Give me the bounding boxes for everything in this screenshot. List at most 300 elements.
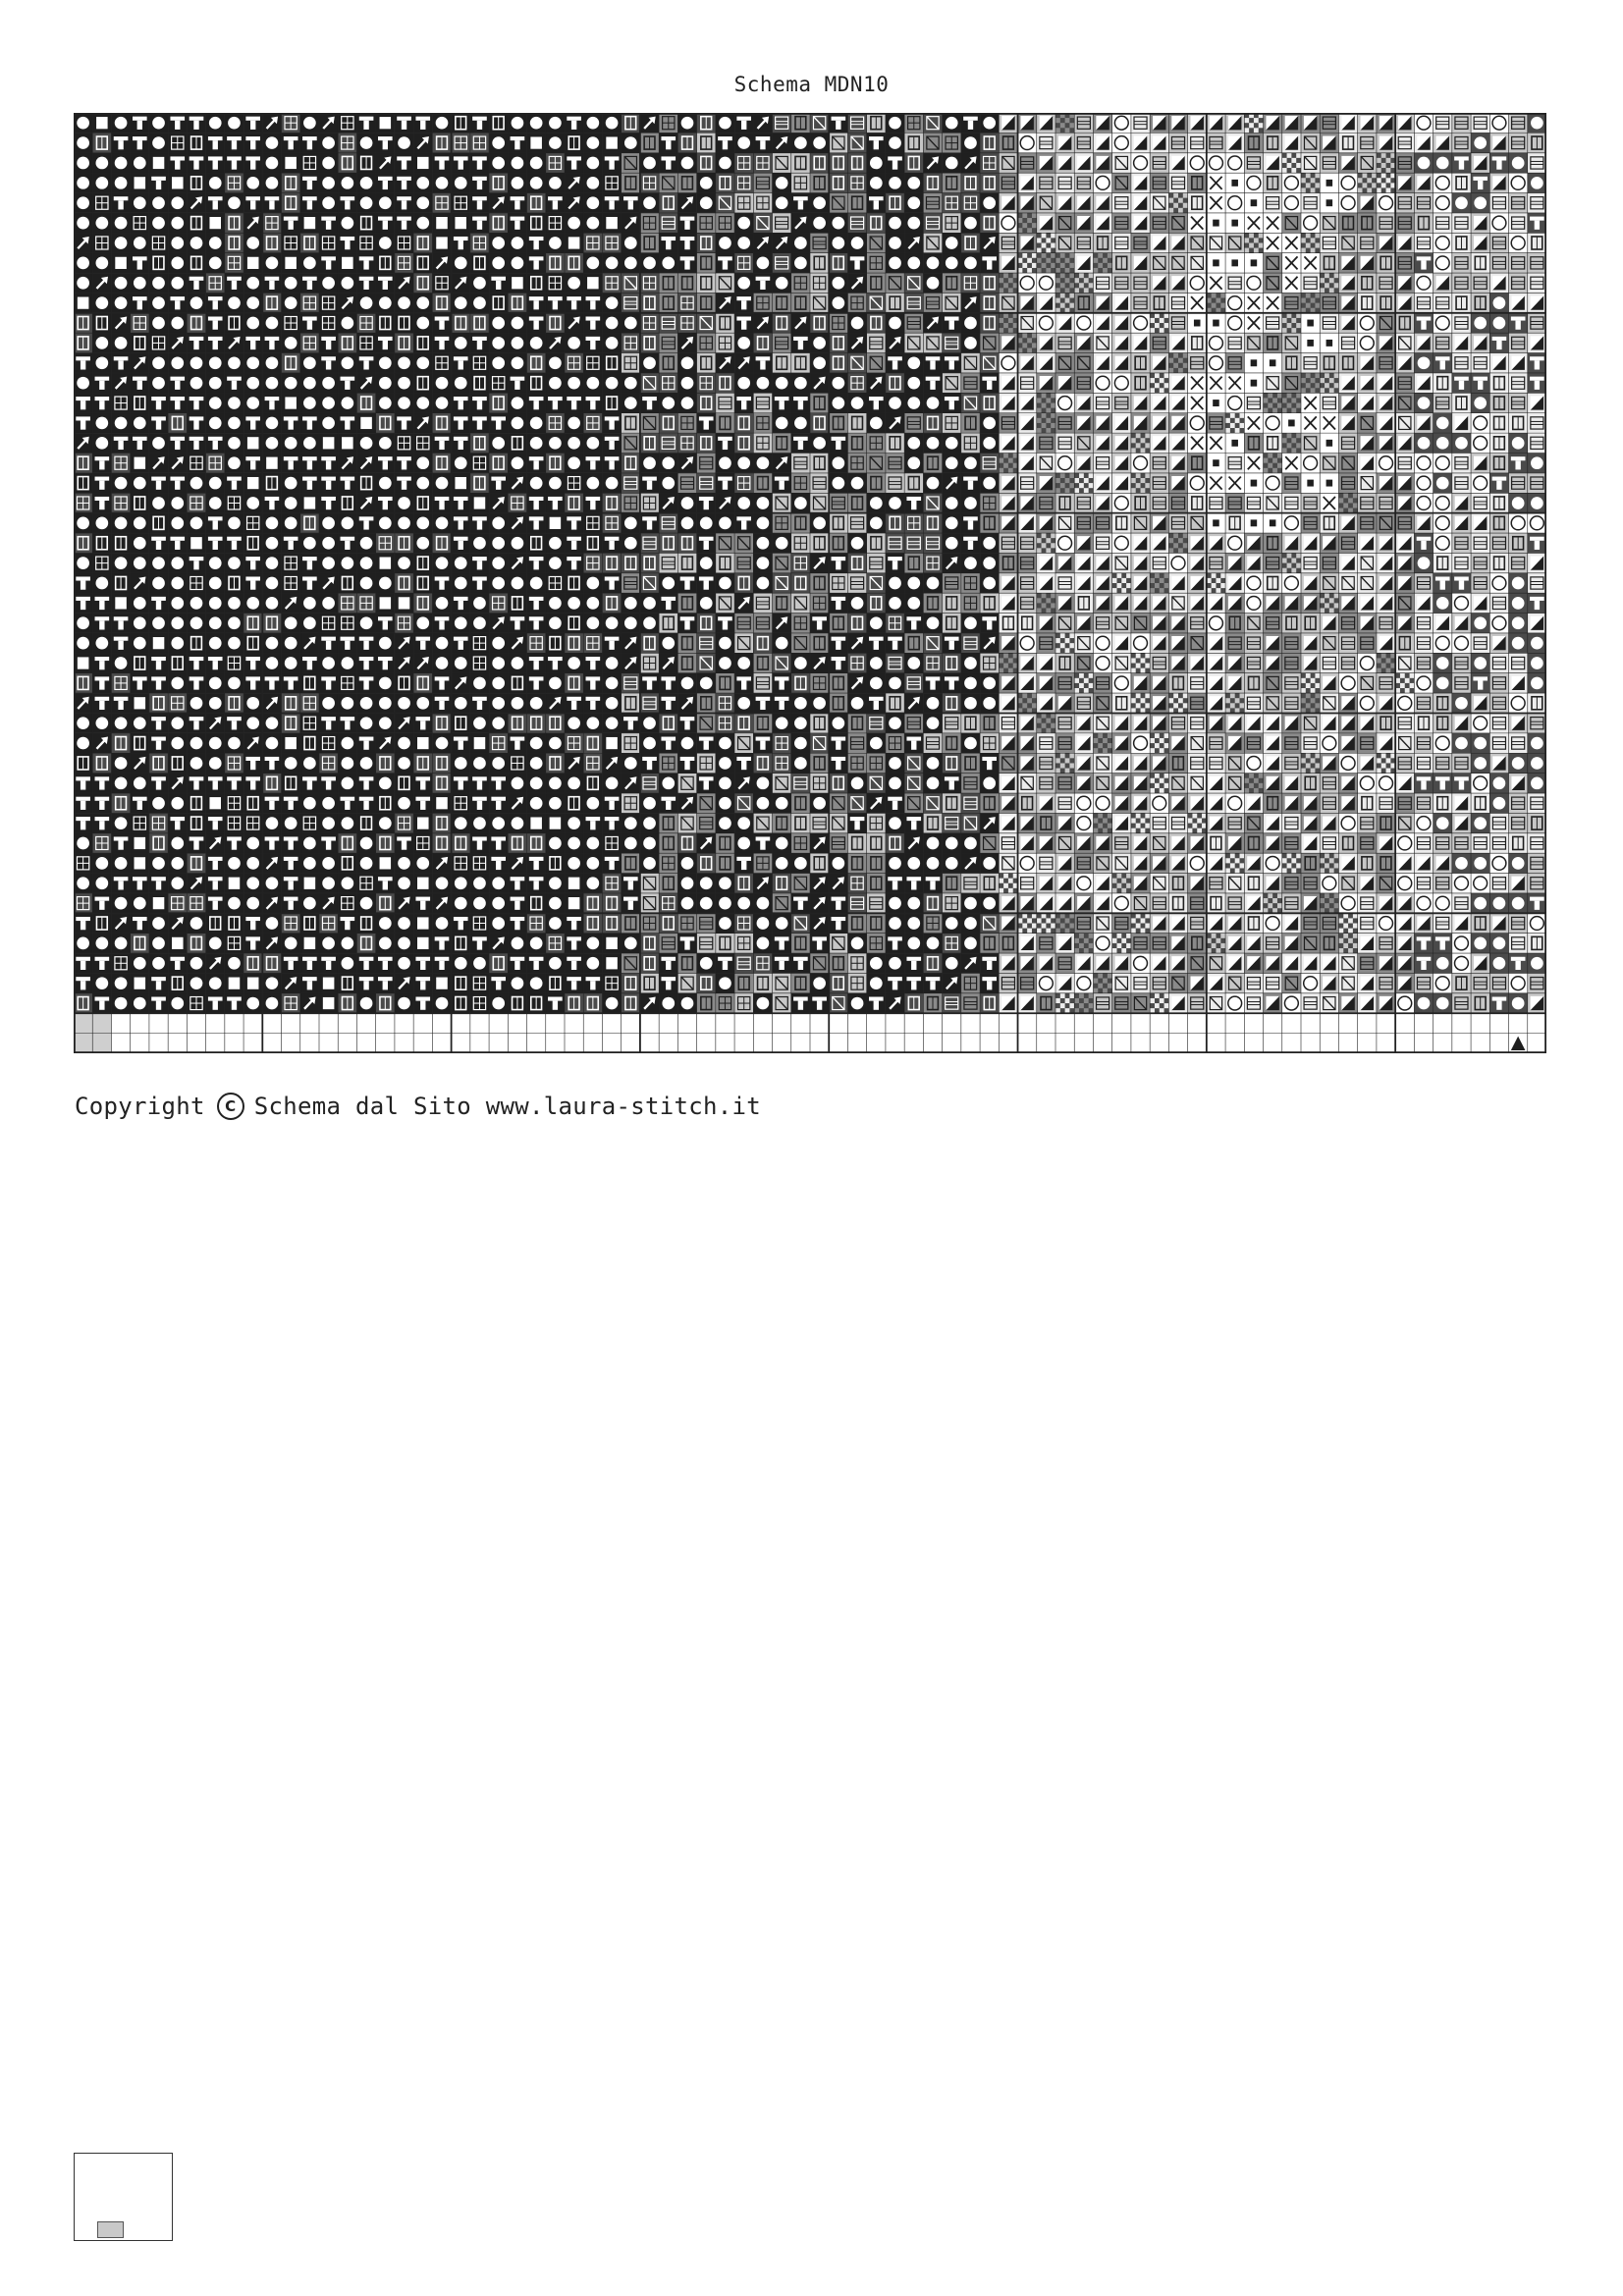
stitch-cell bbox=[1244, 493, 1263, 512]
stitch-cell bbox=[508, 774, 526, 793]
stitch-cell bbox=[1018, 693, 1037, 713]
stitch-cell bbox=[300, 953, 319, 973]
stitch-cell bbox=[111, 733, 130, 753]
stitch-cell bbox=[1452, 793, 1471, 813]
empty-cell bbox=[640, 1013, 659, 1033]
stitch-cell bbox=[867, 313, 886, 333]
stitch-cell bbox=[999, 393, 1017, 412]
stitch-cell bbox=[243, 253, 262, 273]
stitch-cell bbox=[1188, 753, 1207, 773]
stitch-cell bbox=[338, 853, 356, 873]
stitch-cell bbox=[489, 953, 508, 973]
stitch-cell bbox=[716, 133, 734, 152]
stitch-cell bbox=[904, 413, 923, 433]
stitch-cell bbox=[943, 533, 961, 553]
stitch-cell bbox=[111, 473, 130, 493]
stitch-cell bbox=[1037, 993, 1055, 1013]
stitch-cell bbox=[1207, 893, 1225, 913]
stitch-cell bbox=[734, 393, 753, 412]
stitch-cell bbox=[734, 934, 753, 953]
stitch-cell bbox=[282, 874, 300, 893]
stitch-cell bbox=[867, 253, 886, 273]
stitch-cell bbox=[697, 993, 716, 1013]
stitch-cell bbox=[1225, 893, 1244, 913]
stitch-cell bbox=[904, 973, 923, 992]
stitch-cell bbox=[1414, 614, 1433, 633]
stitch-cell bbox=[602, 653, 621, 672]
stitch-cell bbox=[1338, 593, 1357, 613]
stitch-cell bbox=[1188, 273, 1207, 293]
stitch-cell bbox=[847, 233, 866, 252]
stitch-cell bbox=[376, 593, 395, 613]
stitch-cell bbox=[546, 533, 565, 553]
stitch-cell bbox=[1377, 533, 1395, 553]
stitch-cell bbox=[677, 733, 696, 753]
stitch-cell bbox=[677, 213, 696, 233]
empty-cell bbox=[1301, 1034, 1320, 1053]
stitch-cell bbox=[319, 173, 338, 192]
stitch-cell bbox=[149, 774, 168, 793]
stitch-cell bbox=[1093, 733, 1111, 753]
stitch-cell bbox=[319, 934, 338, 953]
stitch-cell bbox=[1282, 473, 1301, 493]
stitch-cell bbox=[1188, 233, 1207, 252]
stitch-cell bbox=[1528, 153, 1546, 173]
stitch-cell bbox=[697, 953, 716, 973]
stitch-cell bbox=[565, 433, 583, 453]
stitch-cell bbox=[546, 333, 565, 352]
stitch-cell bbox=[640, 373, 659, 393]
stitch-cell bbox=[1414, 733, 1433, 753]
stitch-cell bbox=[829, 293, 847, 312]
stitch-cell bbox=[262, 953, 281, 973]
stitch-cell bbox=[1282, 774, 1301, 793]
stitch-cell bbox=[980, 614, 999, 633]
empty-cell bbox=[1434, 1013, 1452, 1033]
stitch-cell bbox=[1225, 313, 1244, 333]
stitch-cell bbox=[1188, 293, 1207, 312]
stitch-cell bbox=[677, 713, 696, 732]
stitch-cell bbox=[753, 793, 772, 813]
stitch-cell bbox=[1489, 213, 1508, 233]
stitch-cell bbox=[1150, 753, 1168, 773]
stitch-cell bbox=[1074, 213, 1093, 233]
stitch-cell bbox=[999, 313, 1017, 333]
stitch-cell bbox=[923, 493, 942, 512]
stitch-cell bbox=[262, 153, 281, 173]
stitch-cell bbox=[527, 153, 546, 173]
stitch-cell bbox=[1320, 213, 1338, 233]
stitch-cell bbox=[300, 173, 319, 192]
stitch-cell bbox=[1207, 333, 1225, 352]
empty-cell bbox=[546, 1034, 565, 1053]
stitch-cell bbox=[1112, 333, 1131, 352]
stitch-cell bbox=[92, 553, 111, 572]
stitch-cell bbox=[904, 493, 923, 512]
stitch-cell bbox=[149, 454, 168, 473]
stitch-cell bbox=[206, 333, 225, 352]
stitch-cell bbox=[1168, 433, 1187, 453]
stitch-cell bbox=[1244, 393, 1263, 412]
stitch-cell bbox=[1434, 433, 1452, 453]
stitch-cell bbox=[583, 733, 602, 753]
stitch-cell bbox=[1358, 433, 1377, 453]
stitch-cell bbox=[829, 913, 847, 933]
stitch-cell bbox=[168, 593, 187, 613]
stitch-cell bbox=[168, 333, 187, 352]
stitch-cell bbox=[810, 833, 829, 853]
stitch-cell bbox=[131, 953, 149, 973]
stitch-cell bbox=[716, 513, 734, 533]
empty-cell bbox=[1320, 1034, 1338, 1053]
stitch-cell bbox=[338, 173, 356, 192]
stitch-cell bbox=[1150, 493, 1168, 512]
stitch-cell bbox=[791, 333, 810, 352]
stitch-cell bbox=[131, 633, 149, 653]
stitch-cell bbox=[74, 633, 92, 653]
stitch-cell bbox=[602, 513, 621, 533]
stitch-cell bbox=[1168, 833, 1187, 853]
stitch-cell bbox=[1414, 813, 1433, 832]
stitch-cell bbox=[1037, 113, 1055, 133]
empty-cell bbox=[943, 1034, 961, 1053]
stitch-cell bbox=[1207, 113, 1225, 133]
stitch-cell bbox=[262, 693, 281, 713]
empty-cell bbox=[92, 1013, 111, 1033]
stitch-cell bbox=[413, 253, 432, 273]
stitch-cell bbox=[1264, 934, 1282, 953]
stitch-cell bbox=[734, 493, 753, 512]
stitch-cell bbox=[1131, 774, 1150, 793]
stitch-cell bbox=[1150, 133, 1168, 152]
empty-cell bbox=[1093, 1013, 1111, 1033]
stitch-cell bbox=[319, 893, 338, 913]
stitch-cell bbox=[1395, 774, 1414, 793]
stitch-cell bbox=[622, 633, 640, 653]
stitch-cell bbox=[395, 253, 413, 273]
stitch-cell bbox=[300, 353, 319, 373]
stitch-cell bbox=[1301, 673, 1320, 693]
stitch-cell bbox=[1377, 113, 1395, 133]
stitch-cell bbox=[923, 793, 942, 813]
stitch-cell bbox=[867, 573, 886, 593]
stitch-cell bbox=[282, 593, 300, 613]
stitch-cell bbox=[131, 713, 149, 732]
stitch-cell bbox=[886, 433, 904, 453]
stitch-cell bbox=[886, 993, 904, 1013]
stitch-cell bbox=[206, 913, 225, 933]
stitch-cell bbox=[753, 874, 772, 893]
stitch-cell bbox=[92, 693, 111, 713]
stitch-cell bbox=[1264, 493, 1282, 512]
stitch-cell bbox=[904, 333, 923, 352]
stitch-cell bbox=[697, 533, 716, 553]
stitch-cell bbox=[395, 693, 413, 713]
stitch-cell bbox=[659, 813, 677, 832]
stitch-cell bbox=[923, 433, 942, 453]
stitch-cell bbox=[640, 533, 659, 553]
stitch-cell bbox=[74, 973, 92, 992]
stitch-cell bbox=[943, 353, 961, 373]
stitch-cell bbox=[1037, 493, 1055, 512]
stitch-cell bbox=[1264, 774, 1282, 793]
stitch-cell bbox=[243, 393, 262, 412]
stitch-cell bbox=[791, 213, 810, 233]
stitch-cell bbox=[697, 113, 716, 133]
stitch-cell bbox=[1074, 233, 1093, 252]
stitch-cell bbox=[961, 454, 980, 473]
stitch-cell bbox=[1207, 853, 1225, 873]
stitch-cell bbox=[904, 793, 923, 813]
stitch-cell bbox=[111, 913, 130, 933]
stitch-cell bbox=[810, 753, 829, 773]
stitch-cell bbox=[659, 233, 677, 252]
stitch-cell bbox=[452, 993, 470, 1013]
stitch-cell bbox=[1358, 193, 1377, 213]
empty-cell bbox=[508, 1034, 526, 1053]
stitch-cell bbox=[677, 113, 696, 133]
stitch-cell bbox=[753, 393, 772, 412]
stitch-cell bbox=[602, 953, 621, 973]
stitch-cell bbox=[716, 473, 734, 493]
stitch-cell bbox=[225, 253, 243, 273]
stitch-cell bbox=[1264, 614, 1282, 633]
stitch-cell bbox=[225, 313, 243, 333]
stitch-cell bbox=[1112, 793, 1131, 813]
stitch-cell bbox=[659, 153, 677, 173]
stitch-cell bbox=[1528, 733, 1546, 753]
stitch-cell bbox=[546, 173, 565, 192]
empty-cell bbox=[1188, 1013, 1207, 1033]
stitch-cell bbox=[432, 993, 451, 1013]
stitch-cell bbox=[508, 913, 526, 933]
empty-cell bbox=[1264, 1013, 1282, 1033]
stitch-cell bbox=[1471, 573, 1489, 593]
stitch-cell bbox=[243, 373, 262, 393]
stitch-cell bbox=[225, 333, 243, 352]
stitch-cell bbox=[1225, 533, 1244, 553]
stitch-cell bbox=[1207, 473, 1225, 493]
stitch-cell bbox=[1471, 733, 1489, 753]
stitch-cell bbox=[452, 533, 470, 553]
stitch-cell bbox=[395, 473, 413, 493]
stitch-cell bbox=[1112, 693, 1131, 713]
stitch-cell bbox=[943, 753, 961, 773]
stitch-cell bbox=[149, 273, 168, 293]
stitch-cell bbox=[640, 653, 659, 672]
stitch-cell bbox=[1471, 273, 1489, 293]
stitch-cell bbox=[395, 373, 413, 393]
stitch-cell bbox=[923, 133, 942, 152]
stitch-cell bbox=[829, 373, 847, 393]
stitch-cell bbox=[1018, 193, 1037, 213]
stitch-cell bbox=[1168, 233, 1187, 252]
stitch-cell bbox=[1471, 793, 1489, 813]
stitch-cell bbox=[640, 173, 659, 192]
stitch-cell bbox=[716, 193, 734, 213]
stitch-cell bbox=[432, 934, 451, 953]
stitch-cell bbox=[546, 113, 565, 133]
stitch-cell bbox=[999, 333, 1017, 352]
stitch-cell bbox=[791, 593, 810, 613]
empty-cell bbox=[1207, 1013, 1225, 1033]
stitch-cell bbox=[1074, 293, 1093, 312]
stitch-cell bbox=[867, 913, 886, 933]
stitch-cell bbox=[131, 553, 149, 572]
stitch-cell bbox=[791, 173, 810, 192]
stitch-cell bbox=[1358, 153, 1377, 173]
stitch-cell bbox=[1377, 373, 1395, 393]
stitch-cell bbox=[999, 553, 1017, 572]
stitch-cell bbox=[753, 213, 772, 233]
stitch-cell bbox=[1358, 713, 1377, 732]
stitch-cell bbox=[1338, 233, 1357, 252]
stitch-cell bbox=[395, 293, 413, 312]
stitch-cell bbox=[659, 173, 677, 192]
stitch-cell bbox=[149, 593, 168, 613]
stitch-cell bbox=[111, 993, 130, 1013]
stitch-cell bbox=[376, 353, 395, 373]
stitch-cell bbox=[1150, 973, 1168, 992]
stitch-cell bbox=[149, 633, 168, 653]
empty-cell bbox=[1074, 1034, 1093, 1053]
stitch-cell bbox=[1395, 153, 1414, 173]
stitch-cell bbox=[1434, 213, 1452, 233]
stitch-cell bbox=[829, 313, 847, 333]
stitch-cell bbox=[319, 113, 338, 133]
empty-cell bbox=[1528, 1034, 1546, 1053]
stitch-cell bbox=[1018, 533, 1037, 553]
stitch-cell bbox=[753, 533, 772, 553]
stitch-cell bbox=[1018, 353, 1037, 373]
stitch-cell bbox=[829, 953, 847, 973]
stitch-cell bbox=[886, 253, 904, 273]
stitch-cell bbox=[622, 353, 640, 373]
stitch-cell bbox=[338, 413, 356, 433]
stitch-cell bbox=[1188, 393, 1207, 412]
stitch-cell bbox=[1188, 793, 1207, 813]
stitch-cell bbox=[716, 733, 734, 753]
stitch-cell bbox=[300, 733, 319, 753]
stitch-cell bbox=[1244, 433, 1263, 453]
stitch-cell bbox=[753, 473, 772, 493]
stitch-cell bbox=[1168, 273, 1187, 293]
stitch-cell bbox=[1244, 614, 1263, 633]
stitch-cell bbox=[923, 454, 942, 473]
empty-cell bbox=[1395, 1013, 1414, 1033]
stitch-cell bbox=[187, 874, 205, 893]
stitch-cell bbox=[1377, 653, 1395, 672]
stitch-cell bbox=[413, 973, 432, 992]
stitch-cell bbox=[508, 853, 526, 873]
stitch-cell bbox=[1037, 633, 1055, 653]
empty-cell bbox=[168, 1013, 187, 1033]
stitch-cell bbox=[1168, 874, 1187, 893]
stitch-cell bbox=[1358, 993, 1377, 1013]
stitch-cell bbox=[677, 253, 696, 273]
stitch-cell bbox=[565, 573, 583, 593]
stitch-cell bbox=[92, 373, 111, 393]
stitch-cell bbox=[847, 413, 866, 433]
stitch-cell bbox=[1131, 614, 1150, 633]
stitch-cell bbox=[225, 633, 243, 653]
stitch-cell bbox=[697, 913, 716, 933]
stitch-cell bbox=[943, 393, 961, 412]
stitch-cell bbox=[338, 393, 356, 412]
stitch-cell bbox=[773, 253, 791, 273]
stitch-cell bbox=[111, 753, 130, 773]
stitch-cell bbox=[753, 993, 772, 1013]
stitch-cell bbox=[1301, 693, 1320, 713]
stitch-cell bbox=[1434, 633, 1452, 653]
stitch-cell bbox=[583, 433, 602, 453]
stitch-cell bbox=[243, 313, 262, 333]
stitch-cell bbox=[810, 454, 829, 473]
stitch-cell bbox=[1264, 733, 1282, 753]
stitch-cell bbox=[622, 513, 640, 533]
stitch-cell bbox=[282, 893, 300, 913]
stitch-cell bbox=[999, 753, 1017, 773]
stitch-cell bbox=[1528, 133, 1546, 152]
stitch-cell bbox=[999, 253, 1017, 273]
stitch-cell bbox=[149, 733, 168, 753]
stitch-cell bbox=[1414, 934, 1433, 953]
stitch-cell bbox=[1018, 113, 1037, 133]
stitch-cell bbox=[1377, 454, 1395, 473]
stitch-cell bbox=[943, 473, 961, 493]
stitch-cell bbox=[452, 133, 470, 152]
stitch-cell bbox=[923, 913, 942, 933]
stitch-cell bbox=[111, 614, 130, 633]
stitch-cell bbox=[319, 553, 338, 572]
stitch-cell bbox=[943, 153, 961, 173]
stitch-cell bbox=[395, 673, 413, 693]
stitch-cell bbox=[1489, 193, 1508, 213]
stitch-cell bbox=[583, 633, 602, 653]
stitch-cell bbox=[1338, 874, 1357, 893]
stitch-cell bbox=[1434, 473, 1452, 493]
stitch-cell bbox=[338, 833, 356, 853]
stitch-cell bbox=[640, 513, 659, 533]
stitch-cell bbox=[527, 333, 546, 352]
stitch-cell bbox=[452, 573, 470, 593]
stitch-cell bbox=[432, 533, 451, 553]
stitch-cell bbox=[1395, 473, 1414, 493]
stitch-cell bbox=[1093, 973, 1111, 992]
stitch-cell bbox=[904, 934, 923, 953]
stitch-cell bbox=[1150, 633, 1168, 653]
empty-cell bbox=[697, 1013, 716, 1033]
stitch-cell bbox=[980, 233, 999, 252]
stitch-cell bbox=[1225, 493, 1244, 512]
stitch-cell bbox=[1489, 774, 1508, 793]
stitch-cell bbox=[640, 213, 659, 233]
stitch-cell bbox=[489, 774, 508, 793]
stitch-cell bbox=[677, 193, 696, 213]
stitch-cell bbox=[716, 833, 734, 853]
empty-cell bbox=[1414, 1013, 1433, 1033]
stitch-cell bbox=[734, 173, 753, 192]
stitch-cell bbox=[1377, 893, 1395, 913]
stitch-cell bbox=[1055, 753, 1074, 773]
stitch-cell bbox=[1377, 633, 1395, 653]
stitch-cell bbox=[1528, 493, 1546, 512]
stitch-cell bbox=[1358, 793, 1377, 813]
stitch-cell bbox=[1395, 853, 1414, 873]
stitch-cell bbox=[1074, 833, 1093, 853]
stitch-cell bbox=[1188, 473, 1207, 493]
stitch-cell bbox=[1320, 493, 1338, 512]
